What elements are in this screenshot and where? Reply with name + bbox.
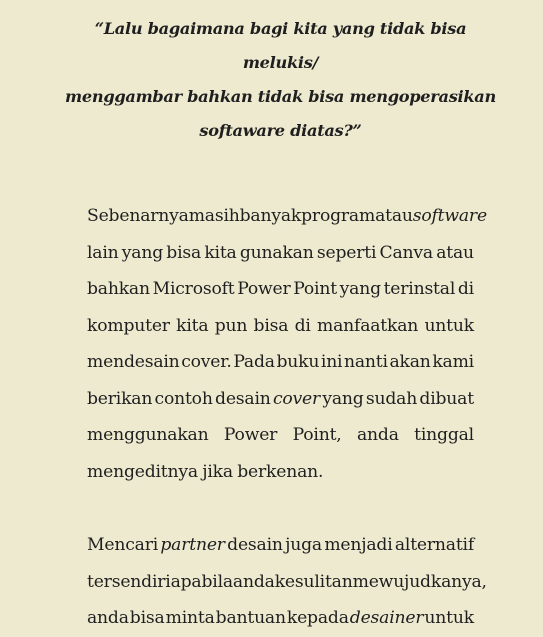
word: terinstal bbox=[383, 279, 456, 299]
word: bisa bbox=[129, 608, 165, 628]
word: komputer bbox=[87, 315, 170, 336]
word: mengeditnya bbox=[87, 461, 198, 482]
word: apabila bbox=[170, 571, 233, 592]
word: contoh bbox=[154, 388, 213, 409]
paragraph-1 bbox=[87, 198, 487, 490]
text-line bbox=[87, 344, 474, 381]
word: Mencari bbox=[87, 535, 159, 555]
word: yang bbox=[121, 242, 164, 263]
text-line bbox=[87, 308, 474, 345]
word: Microsoft bbox=[152, 279, 235, 299]
word: tinggal bbox=[414, 425, 474, 445]
word-italic: cover bbox=[272, 388, 321, 409]
word-italic: software bbox=[412, 206, 487, 226]
word: pun bbox=[214, 315, 248, 336]
word: menggunakan bbox=[87, 425, 209, 445]
word: seperti bbox=[316, 242, 377, 263]
word: mewujudkanya, bbox=[352, 571, 487, 592]
word: juga bbox=[285, 535, 322, 555]
word: ini bbox=[320, 352, 343, 372]
text-line bbox=[87, 454, 474, 491]
word: Point, bbox=[292, 425, 342, 445]
word: atau bbox=[436, 242, 474, 263]
word: jika bbox=[202, 461, 233, 482]
word: Power bbox=[223, 425, 278, 445]
word: Point bbox=[293, 279, 337, 299]
word: cover. bbox=[181, 352, 232, 372]
word: untuk bbox=[424, 608, 474, 628]
word: bahkan bbox=[87, 279, 150, 299]
word: program bbox=[301, 206, 376, 226]
quote-block bbox=[63, 0, 498, 148]
word: di bbox=[294, 315, 311, 336]
word: atau bbox=[375, 206, 413, 226]
word: sudah bbox=[365, 388, 418, 409]
word: bantuan bbox=[215, 608, 286, 628]
word: lain bbox=[87, 242, 119, 263]
word: Pada bbox=[233, 352, 275, 372]
word: yang bbox=[339, 279, 381, 299]
word: mendesain bbox=[87, 352, 180, 372]
word: manfaatkan bbox=[317, 315, 419, 336]
quote-line: menggambar bahkan tidak bisa mengoperasikan bbox=[65, 87, 496, 106]
word: kita bbox=[204, 242, 237, 263]
word: kita bbox=[176, 315, 209, 336]
word: kepada bbox=[286, 608, 349, 628]
word: untuk bbox=[424, 315, 474, 336]
text-line bbox=[87, 198, 487, 235]
quote-line: “Lalu bagaimana bagi kita yang tidak bisa melukis/ bbox=[94, 19, 467, 72]
word: desain bbox=[215, 388, 271, 409]
quote-line: softaware diatas?” bbox=[199, 121, 362, 140]
word: Sebenarnya bbox=[87, 206, 189, 226]
word: tersendiri bbox=[87, 571, 171, 592]
word: dibuat bbox=[419, 388, 474, 409]
word: kami bbox=[432, 352, 474, 372]
word: bisa bbox=[166, 242, 202, 263]
text-line bbox=[87, 527, 474, 564]
text-line bbox=[87, 600, 474, 637]
word: masih bbox=[188, 206, 240, 226]
word: anda bbox=[232, 571, 275, 592]
word: menjadi bbox=[324, 535, 393, 555]
word: berkenan. bbox=[237, 461, 324, 482]
word: minta bbox=[165, 608, 215, 628]
word: anda bbox=[87, 608, 129, 628]
word: alternatif bbox=[394, 535, 474, 555]
word: nanti bbox=[344, 352, 388, 372]
text-line bbox=[87, 271, 474, 308]
paragraph-2 bbox=[87, 527, 487, 637]
word-italic: desainer bbox=[349, 608, 424, 628]
word: bisa bbox=[253, 315, 289, 336]
word: buku bbox=[276, 352, 320, 372]
word: Power bbox=[237, 279, 291, 299]
word: kesulitan bbox=[274, 571, 353, 592]
word: Canva bbox=[379, 242, 433, 263]
word-italic: partner bbox=[160, 535, 225, 555]
text-line bbox=[87, 381, 474, 418]
word: banyak bbox=[239, 206, 302, 226]
word: anda bbox=[356, 425, 399, 445]
word: yang bbox=[322, 388, 364, 409]
text-line bbox=[87, 417, 474, 454]
word: berikan bbox=[87, 388, 153, 409]
word: gunakan bbox=[239, 242, 314, 263]
text-line bbox=[87, 235, 474, 272]
word: akan bbox=[389, 352, 431, 372]
text-line bbox=[87, 564, 487, 601]
word: desain bbox=[227, 535, 283, 555]
word: di bbox=[457, 279, 474, 299]
